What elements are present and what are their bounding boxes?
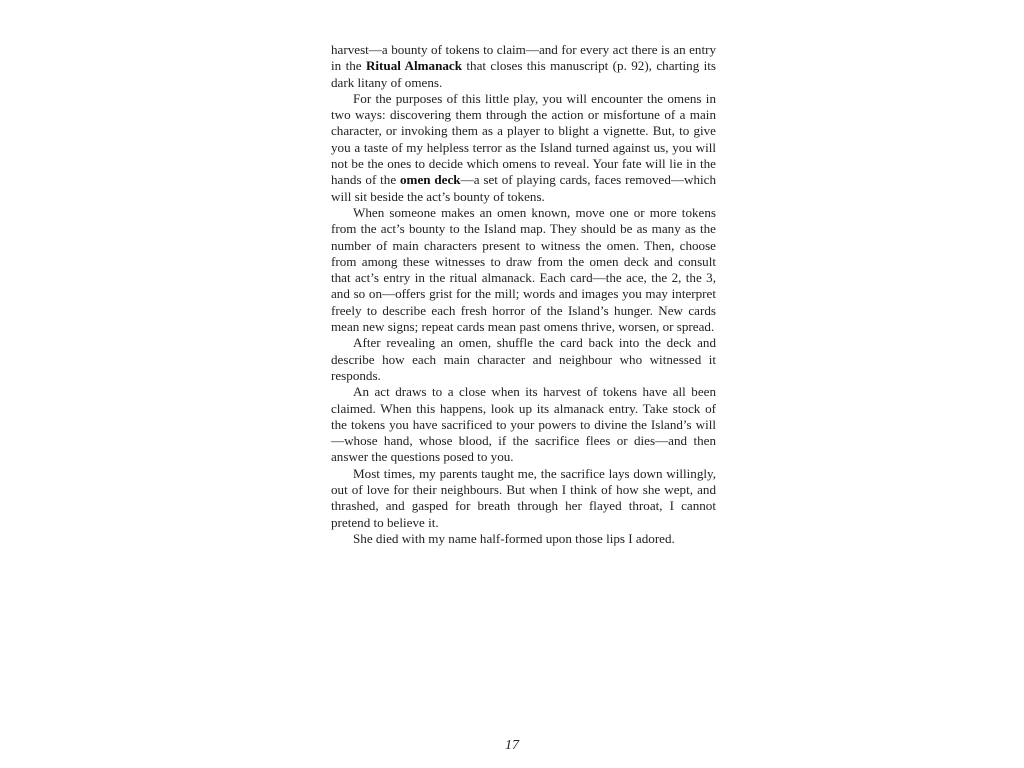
text-run: For the purposes of this little play, you will encounter the omens in two ways: discovering them through the action or misfortune of a main character, or invoking them as a player to blight a vignette. But, to give you a taste of my helpless terror as the Island turned against us, you will not be the ones to decide which omens to reveal. Your fate will lie in the hands of the [331, 90, 716, 188]
text-run: She died with my name half-formed upon those lips I adored. [353, 530, 675, 546]
paragraph [331, 42, 716, 91]
paragraph [331, 531, 716, 547]
paragraph [331, 205, 716, 335]
paragraph [331, 335, 716, 384]
text-run: harvest—a bounty of tokens to claim—and for every act there is an entry in the [331, 42, 716, 74]
text-run: Most times, my parents taught me, the sacrifice lays down willingly, out of love for their neighbours. But when I think of how she wept, and thrashed, and gasped for breath through her flayed throat, I cannot pretend to believe it. [331, 465, 716, 530]
text-run: An act draws to a close when its harvest of tokens have all been claimed. When this happens, look up its almanack entry. Take stock of the tokens you have sacrificed to your powers to divine the Island’s will—whose hand, whose blood, if the sacrifice flees or dies—and then answer the questions posed to you. [331, 384, 716, 465]
bold-term: Ritual Almanack [365, 58, 463, 74]
text-run: When someone makes an omen known, move one or more tokens from the act’s bounty to the Island map. They should be as many as the number of main characters present to witness the omen. Then, choose from among these witnesses to draw from the omen deck and consult that act’s entry in the ritual almanack. Each card—the ace, the 2, the 3, and so on—offers grist for the mill; words and images you may interpret freely to describe each fresh horror of the Island’s hunger. New cards mean new signs; repeat cards mean past omens thrive, worsen, or spread. [331, 204, 716, 335]
paragraph [331, 91, 716, 205]
text-run: —a set of playing cards, faces removed—which will sit beside the act’s bounty of tokens. [331, 172, 716, 204]
page-number: 17 [505, 738, 519, 753]
bold-term: omen deck [400, 172, 461, 188]
body-text [331, 42, 716, 547]
text-run: that closes this manuscript (p. 92), charting its dark litany of omens. [331, 58, 716, 90]
paragraph [331, 384, 716, 465]
paragraph [331, 466, 716, 531]
text-run: After revealing an omen, shuffle the card back into the deck and describe how each main character and neighbour who witnessed it responds. [331, 335, 716, 383]
